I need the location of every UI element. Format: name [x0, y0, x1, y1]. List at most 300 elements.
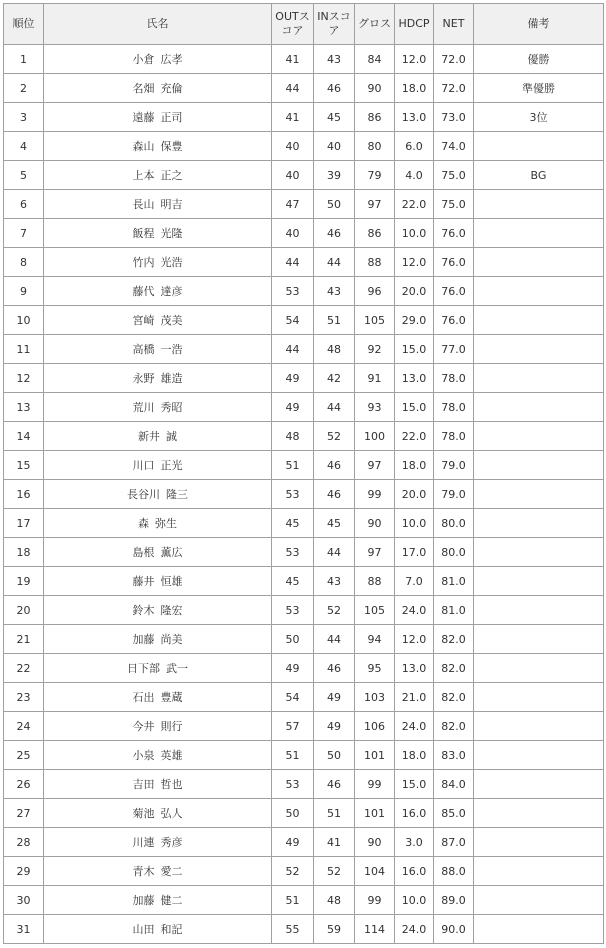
out-score-cell: 44 — [272, 74, 314, 103]
rank-cell: 2 — [4, 74, 44, 103]
net-cell: 79.0 — [434, 451, 474, 480]
first-name: 和記 — [160, 923, 183, 936]
name-cell — [44, 277, 272, 306]
first-name: 武一 — [166, 662, 188, 675]
note-cell — [474, 538, 604, 567]
net-cell: 82.0 — [434, 654, 474, 683]
note-cell — [474, 509, 604, 538]
net-cell: 90.0 — [434, 915, 474, 944]
last-name: 遠藤 — [132, 111, 155, 124]
gross-cell: 105 — [355, 596, 395, 625]
rank-cell: 26 — [4, 770, 44, 799]
first-name: 誠 — [166, 430, 177, 443]
out-score-cell: 53 — [272, 480, 314, 509]
note-cell — [474, 335, 604, 364]
table-row — [4, 451, 604, 480]
table-row — [4, 915, 604, 944]
out-score-cell: 55 — [272, 915, 314, 944]
rank-cell: 15 — [4, 451, 44, 480]
hdcp-cell: 18.0 — [395, 451, 434, 480]
net-cell: 82.0 — [434, 683, 474, 712]
table-row — [4, 683, 604, 712]
name-cell — [44, 770, 272, 799]
hdcp-cell: 7.0 — [395, 567, 434, 596]
table-row — [4, 567, 604, 596]
header-hdcp: HDCP — [395, 4, 434, 45]
net-cell: 76.0 — [434, 248, 474, 277]
rank-cell: 20 — [4, 596, 44, 625]
in-score-cell: 45 — [314, 103, 355, 132]
out-score-cell: 50 — [272, 625, 314, 654]
table-row — [4, 74, 604, 103]
rank-cell: 17 — [4, 509, 44, 538]
out-score-cell: 40 — [272, 219, 314, 248]
in-score-cell: 42 — [314, 364, 355, 393]
header-note: 備考 — [474, 4, 604, 45]
rank-cell: 8 — [4, 248, 44, 277]
net-cell: 75.0 — [434, 190, 474, 219]
net-cell: 76.0 — [434, 306, 474, 335]
name-cell — [44, 161, 272, 190]
name-cell — [44, 509, 272, 538]
gross-cell: 84 — [355, 45, 395, 74]
net-cell: 82.0 — [434, 712, 474, 741]
gross-cell: 86 — [355, 103, 395, 132]
in-score-cell: 41 — [314, 828, 355, 857]
name-cell — [44, 219, 272, 248]
last-name: 日下部 — [127, 662, 160, 675]
in-score-cell: 50 — [314, 741, 355, 770]
in-score-cell: 46 — [314, 480, 355, 509]
out-score-cell: 50 — [272, 799, 314, 828]
gross-cell: 92 — [355, 335, 395, 364]
out-score-cell: 49 — [272, 654, 314, 683]
rank-cell: 27 — [4, 799, 44, 828]
table-row — [4, 741, 604, 770]
name-cell — [44, 915, 272, 944]
table-row — [4, 886, 604, 915]
net-cell: 76.0 — [434, 219, 474, 248]
gross-cell: 97 — [355, 451, 395, 480]
note-cell — [474, 857, 604, 886]
first-name: 秀彦 — [160, 836, 183, 849]
rank-cell: 19 — [4, 567, 44, 596]
hdcp-cell: 17.0 — [395, 538, 434, 567]
last-name: 石出 — [132, 691, 155, 704]
first-name: 光浩 — [160, 256, 183, 269]
first-name: 充倫 — [160, 82, 183, 95]
hdcp-cell: 13.0 — [395, 103, 434, 132]
rank-cell: 9 — [4, 277, 44, 306]
out-score-cell: 51 — [272, 886, 314, 915]
first-name: 薫広 — [160, 546, 183, 559]
last-name: 長谷川 — [127, 488, 160, 501]
last-name: 森 — [138, 517, 149, 530]
first-name: 保豊 — [160, 140, 183, 153]
hdcp-cell: 18.0 — [395, 74, 434, 103]
out-score-cell: 51 — [272, 451, 314, 480]
header-gross: グロス — [355, 4, 395, 45]
last-name: 飯程 — [132, 227, 155, 240]
name-cell — [44, 538, 272, 567]
out-score-cell: 53 — [272, 277, 314, 306]
gross-cell: 91 — [355, 364, 395, 393]
table-row — [4, 509, 604, 538]
last-name: 高橋 — [132, 343, 155, 356]
last-name: 名畑 — [132, 82, 155, 95]
note-cell — [474, 712, 604, 741]
net-cell: 78.0 — [434, 393, 474, 422]
in-score-cell: 46 — [314, 74, 355, 103]
last-name: 竹内 — [132, 256, 155, 269]
first-name: 隆宏 — [160, 604, 183, 617]
gross-cell: 99 — [355, 886, 395, 915]
first-name: 豊蔵 — [160, 691, 183, 704]
out-score-cell: 54 — [272, 306, 314, 335]
out-score-cell: 49 — [272, 393, 314, 422]
in-score-cell: 49 — [314, 712, 355, 741]
net-cell: 77.0 — [434, 335, 474, 364]
in-score-cell: 52 — [314, 857, 355, 886]
header-row — [4, 4, 604, 45]
in-score-cell: 52 — [314, 596, 355, 625]
first-name: 恒雄 — [160, 575, 183, 588]
net-cell: 88.0 — [434, 857, 474, 886]
in-score-cell: 48 — [314, 335, 355, 364]
out-score-cell: 53 — [272, 538, 314, 567]
note-cell — [474, 248, 604, 277]
rank-cell: 13 — [4, 393, 44, 422]
hdcp-cell: 22.0 — [395, 422, 434, 451]
last-name: 小倉 — [132, 53, 155, 66]
last-name: 鈴木 — [132, 604, 155, 617]
gross-cell: 104 — [355, 857, 395, 886]
name-cell — [44, 799, 272, 828]
rank-cell: 6 — [4, 190, 44, 219]
first-name: 英雄 — [160, 749, 183, 762]
table-row — [4, 306, 604, 335]
gross-cell: 90 — [355, 509, 395, 538]
hdcp-cell: 6.0 — [395, 132, 434, 161]
in-score-cell: 46 — [314, 770, 355, 799]
table-row — [4, 161, 604, 190]
first-name: 正光 — [160, 459, 183, 472]
last-name: 上本 — [132, 169, 155, 182]
net-cell: 75.0 — [434, 161, 474, 190]
first-name: 秀昭 — [160, 401, 183, 414]
in-score-cell: 51 — [314, 799, 355, 828]
last-name: 荒川 — [132, 401, 155, 414]
hdcp-cell: 20.0 — [395, 277, 434, 306]
hdcp-cell: 15.0 — [395, 335, 434, 364]
last-name: 山田 — [132, 923, 155, 936]
name-cell — [44, 451, 272, 480]
out-score-cell: 49 — [272, 828, 314, 857]
out-score-cell: 45 — [272, 509, 314, 538]
name-cell — [44, 190, 272, 219]
hdcp-cell: 24.0 — [395, 596, 434, 625]
table-row — [4, 538, 604, 567]
rank-cell: 3 — [4, 103, 44, 132]
table-row — [4, 770, 604, 799]
rank-cell: 22 — [4, 654, 44, 683]
note-cell — [474, 596, 604, 625]
rank-cell: 11 — [4, 335, 44, 364]
first-name: 雄造 — [160, 372, 183, 385]
net-cell: 78.0 — [434, 422, 474, 451]
first-name: 広孝 — [160, 53, 183, 66]
table-row — [4, 45, 604, 74]
net-cell: 72.0 — [434, 74, 474, 103]
gross-cell: 101 — [355, 799, 395, 828]
hdcp-cell: 12.0 — [395, 45, 434, 74]
out-score-cell: 40 — [272, 161, 314, 190]
first-name: 光隆 — [160, 227, 183, 240]
gross-cell: 90 — [355, 828, 395, 857]
out-score-cell: 44 — [272, 248, 314, 277]
table-row — [4, 828, 604, 857]
gross-cell: 103 — [355, 683, 395, 712]
note-cell — [474, 799, 604, 828]
table-row — [4, 480, 604, 509]
in-score-cell: 50 — [314, 190, 355, 219]
table-row — [4, 422, 604, 451]
last-name: 今井 — [132, 720, 155, 733]
header-out-score: OUTスコア — [272, 4, 314, 45]
note-cell — [474, 828, 604, 857]
gross-cell: 100 — [355, 422, 395, 451]
rank-cell: 12 — [4, 364, 44, 393]
in-score-cell: 45 — [314, 509, 355, 538]
name-cell — [44, 132, 272, 161]
in-score-cell: 46 — [314, 219, 355, 248]
out-score-cell: 51 — [272, 741, 314, 770]
rank-cell: 31 — [4, 915, 44, 944]
gross-cell: 94 — [355, 625, 395, 654]
first-name: 一浩 — [160, 343, 183, 356]
first-name: 正之 — [160, 169, 183, 182]
out-score-cell: 49 — [272, 364, 314, 393]
last-name: 川連 — [132, 836, 155, 849]
hdcp-cell: 12.0 — [395, 625, 434, 654]
gross-cell: 95 — [355, 654, 395, 683]
rank-cell: 29 — [4, 857, 44, 886]
net-cell: 73.0 — [434, 103, 474, 132]
note-cell — [474, 683, 604, 712]
name-cell — [44, 857, 272, 886]
note-cell — [474, 364, 604, 393]
out-score-cell: 44 — [272, 335, 314, 364]
hdcp-cell: 12.0 — [395, 248, 434, 277]
header-name: 氏名 — [44, 4, 272, 45]
in-score-cell: 49 — [314, 683, 355, 712]
hdcp-cell: 18.0 — [395, 741, 434, 770]
rank-cell: 10 — [4, 306, 44, 335]
net-cell: 80.0 — [434, 509, 474, 538]
rank-cell: 21 — [4, 625, 44, 654]
gross-cell: 79 — [355, 161, 395, 190]
hdcp-cell: 24.0 — [395, 915, 434, 944]
note-cell — [474, 306, 604, 335]
rank-cell: 1 — [4, 45, 44, 74]
gross-cell: 114 — [355, 915, 395, 944]
out-score-cell: 53 — [272, 770, 314, 799]
note-cell: BG — [474, 161, 604, 190]
in-score-cell: 40 — [314, 132, 355, 161]
hdcp-cell: 4.0 — [395, 161, 434, 190]
name-cell — [44, 103, 272, 132]
note-cell — [474, 915, 604, 944]
out-score-cell: 57 — [272, 712, 314, 741]
gross-cell: 97 — [355, 538, 395, 567]
in-score-cell: 44 — [314, 393, 355, 422]
net-cell: 83.0 — [434, 741, 474, 770]
in-score-cell: 43 — [314, 567, 355, 596]
first-name: 則行 — [160, 720, 183, 733]
table-row — [4, 857, 604, 886]
gross-cell: 88 — [355, 248, 395, 277]
out-score-cell: 45 — [272, 567, 314, 596]
table-row — [4, 799, 604, 828]
net-cell: 72.0 — [434, 45, 474, 74]
last-name: 宮崎 — [132, 314, 155, 327]
hdcp-cell: 15.0 — [395, 770, 434, 799]
table-row — [4, 335, 604, 364]
table-row — [4, 364, 604, 393]
hdcp-cell: 15.0 — [395, 393, 434, 422]
hdcp-cell: 10.0 — [395, 886, 434, 915]
first-name: 健二 — [160, 894, 183, 907]
hdcp-cell: 16.0 — [395, 857, 434, 886]
first-name: 隆三 — [166, 488, 188, 501]
hdcp-cell: 20.0 — [395, 480, 434, 509]
out-score-cell: 41 — [272, 45, 314, 74]
net-cell: 80.0 — [434, 538, 474, 567]
note-cell — [474, 770, 604, 799]
note-cell — [474, 393, 604, 422]
last-name: 長山 — [132, 198, 155, 211]
note-cell: 3位 — [474, 103, 604, 132]
name-cell — [44, 74, 272, 103]
net-cell: 81.0 — [434, 596, 474, 625]
name-cell — [44, 683, 272, 712]
name-cell — [44, 364, 272, 393]
in-score-cell: 46 — [314, 451, 355, 480]
out-score-cell: 53 — [272, 596, 314, 625]
note-cell — [474, 480, 604, 509]
name-cell — [44, 828, 272, 857]
table-body — [4, 45, 604, 944]
gross-cell: 97 — [355, 190, 395, 219]
table-row — [4, 654, 604, 683]
net-cell: 84.0 — [434, 770, 474, 799]
name-cell — [44, 741, 272, 770]
first-name: 尚美 — [160, 633, 183, 646]
note-cell: 優勝 — [474, 45, 604, 74]
gross-cell: 93 — [355, 393, 395, 422]
name-cell — [44, 393, 272, 422]
name-cell — [44, 567, 272, 596]
table-row — [4, 103, 604, 132]
rank-cell: 28 — [4, 828, 44, 857]
gross-cell: 90 — [355, 74, 395, 103]
out-score-cell: 48 — [272, 422, 314, 451]
in-score-cell: 44 — [314, 538, 355, 567]
last-name: 藤井 — [132, 575, 155, 588]
note-cell — [474, 422, 604, 451]
name-cell — [44, 480, 272, 509]
table-row — [4, 712, 604, 741]
note-cell — [474, 132, 604, 161]
in-score-cell: 44 — [314, 625, 355, 654]
out-score-cell: 40 — [272, 132, 314, 161]
hdcp-cell: 22.0 — [395, 190, 434, 219]
gross-cell: 99 — [355, 480, 395, 509]
note-cell — [474, 190, 604, 219]
gross-cell: 86 — [355, 219, 395, 248]
out-score-cell: 54 — [272, 683, 314, 712]
hdcp-cell: 13.0 — [395, 364, 434, 393]
table-row — [4, 393, 604, 422]
name-cell — [44, 306, 272, 335]
net-cell: 79.0 — [434, 480, 474, 509]
hdcp-cell: 3.0 — [395, 828, 434, 857]
rank-cell: 23 — [4, 683, 44, 712]
table-row — [4, 277, 604, 306]
results-table — [3, 3, 604, 944]
rank-cell: 5 — [4, 161, 44, 190]
in-score-cell: 43 — [314, 45, 355, 74]
hdcp-cell: 10.0 — [395, 219, 434, 248]
out-score-cell: 52 — [272, 857, 314, 886]
note-cell — [474, 886, 604, 915]
first-name: 愛二 — [160, 865, 183, 878]
header-rank: 順位 — [4, 4, 44, 45]
hdcp-cell: 10.0 — [395, 509, 434, 538]
table-row — [4, 219, 604, 248]
table-row — [4, 132, 604, 161]
table-row — [4, 596, 604, 625]
note-cell — [474, 625, 604, 654]
rank-cell: 24 — [4, 712, 44, 741]
table-row — [4, 190, 604, 219]
first-name: 哲也 — [160, 778, 183, 791]
gross-cell: 106 — [355, 712, 395, 741]
last-name: 加藤 — [132, 633, 155, 646]
note-cell — [474, 741, 604, 770]
last-name: 永野 — [132, 372, 155, 385]
name-cell — [44, 886, 272, 915]
name-cell — [44, 596, 272, 625]
note-cell — [474, 567, 604, 596]
in-score-cell: 52 — [314, 422, 355, 451]
rank-cell: 25 — [4, 741, 44, 770]
last-name: 藤代 — [132, 285, 155, 298]
net-cell: 82.0 — [434, 625, 474, 654]
name-cell — [44, 712, 272, 741]
last-name: 小泉 — [132, 749, 155, 762]
name-cell — [44, 248, 272, 277]
name-cell — [44, 422, 272, 451]
note-cell: 準優勝 — [474, 74, 604, 103]
last-name: 加藤 — [132, 894, 155, 907]
rank-cell: 14 — [4, 422, 44, 451]
rank-cell: 4 — [4, 132, 44, 161]
name-cell — [44, 654, 272, 683]
last-name: 島根 — [132, 546, 155, 559]
hdcp-cell: 21.0 — [395, 683, 434, 712]
last-name: 森山 — [132, 140, 155, 153]
